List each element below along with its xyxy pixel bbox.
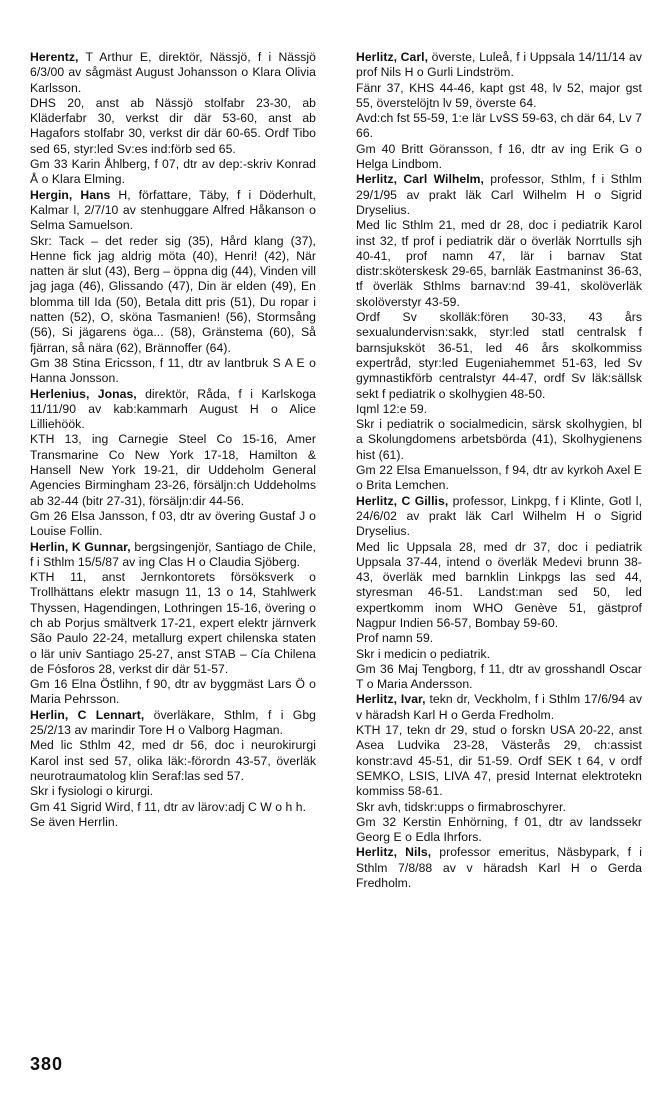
entry-text: H, författare, Täby, f i Döderhult, Kalmar l, 2/7/10 av stenhuggare Alfred Håkanson o Selma Samuelson. (30, 187, 316, 233)
entry-text: T Arthur E, direktör, Nässjö, f i Nässjö 6/3/00 av sågmäst August Johansson o Klara Olivia Karlsson. (30, 50, 316, 95)
entry-text: överläkare, Sthlm, f i Gbg 25/2/13 av marindir Tore H o Valborg Hagman. (30, 707, 316, 738)
entry-text: Gm 26 Elsa Jansson, f 03, dtr av övering Gustaf J o Louise Follin. (30, 508, 316, 539)
entry-first-paragraph (30, 540, 316, 571)
biography-entry (30, 708, 316, 830)
entry-headword: Herlitz, Carl, (356, 50, 429, 64)
entry-first-paragraph (356, 845, 642, 891)
entry-paragraph (356, 218, 642, 310)
biography-entry (356, 172, 642, 493)
entry-text: DHS 20, anst ab Nässjö stolfabr 23-30, ab Kläderfabr 30, verkst dir där 53-60, anst ab Hagafors stolfabr 30, verkst dir där 60-65. Ordf Tibo sed 65, styr:led Sv:es ind:förb sed 65. (30, 95, 316, 156)
entry-text: Med lic Sthlm 42, med dr 56, doc i neurokirurgi Karol inst sed 57, olika läk:-förordn 43-57, överläk neurotraumatolog klin Seraf:las sed 57. (30, 738, 316, 783)
entry-paragraph (356, 800, 642, 815)
left-column (30, 50, 316, 830)
entry-text: Med lic Sthlm 21, med dr 28, doc i pediatrik Karol inst 32, tf prof i pediatrik där o överläk Norrtulls sjh 40-41, prof namn 47, lär i barnav Stat distr:sköterskesk 29-65, barnläk Eastmaninst 36-63, tf överläk Sthlms barnav:nd 39-41, skolöverläk skolöverstyr 43-59. (356, 218, 642, 309)
right-column (356, 50, 642, 891)
entry-text: Skr: Tack – det reder sig (35), Hård klang (37), Henne fick jag aldrig möta (40), Henri! (42), När natten är slut (43), Berg – öppna dig (44), Vinden vill jag jaga (46), Glissando (47), Din är elden (49), En blomma till Ida (50), Betala ditt pris (51), Du ropar i natten (52), O, sköna Tasmanien! (56), Stormsång (56), Si jägarens öga... (58), Gränstema (60), Så fjärran, så nära (62), Brännoffer (64). (30, 233, 316, 355)
entry-paragraph (356, 815, 642, 846)
entry-headword: Herlitz, C Gillis, (356, 493, 449, 508)
entry-text: direktör, Råda, f i Karlskoga 11/11/90 av kab:kammarh August H o Alice Lilliehöök. (30, 386, 316, 432)
entry-paragraph (30, 356, 316, 387)
biography-entry (30, 540, 316, 708)
entry-text: Se även Herrlin. (30, 814, 119, 829)
entry-paragraph (356, 647, 642, 662)
entry-paragraph (30, 815, 316, 830)
entry-headword: Herlin, C Lennart, (30, 707, 145, 722)
entry-text: Avd:ch fst 55-59, 1:e lär LvSS 59-63, ch där 64, Lv 7 66. (356, 111, 642, 141)
entry-text: Gm 36 Maj Tengborg, f 11, dtr av grosshandl Oscar T o Maria Andersson. (356, 661, 642, 692)
entry-paragraph (356, 111, 642, 142)
entry-text: tekn dr, Veckholm, f i Sthlm 17/6/94 av v häradsh Karl H o Gerda Fredholm. (356, 692, 642, 722)
entry-text: Ordf Sv skolläk:fören 30-33, 43 års sexualundervisn:sakk, styr:led statl centralsk f barnsjuksköt 36-51, led 46 års skolkommiss expertråd, styr:led Eugeniahemmet 51-63, led Sv gymnastikförb centralstyr 44-47, ordf Sv läk:sällsk sekt f pediatrik o skolhygien 48-50. (356, 310, 642, 401)
entry-text: Skr i pediatrik o socialmedicin, särsk skolhygien, bl a Skolungdomens arbetsbörda (41), Skolhygienens hist (61). (356, 417, 642, 462)
entry-text: KTH 13, ing Carnegie Steel Co 15-16, Amer Transmarine Co New York 17-18, Hamilton & Hansell New York 19-21, dir Uddeholm General Agencies Birmingham 23-26, försäljn:ch Uddeholms ab 32-44 (bitr 27-31), försäljn:dir 44-56. (30, 432, 316, 508)
entry-text: Gm 40 Britt Göransson, f 16, dtr av ing Erik G o Helga Lindbom. (356, 141, 642, 172)
entry-text: Gm 16 Elna Östlihn, f 90, dtr av byggmäst Lars Ö o Maria Pehrsson. (30, 677, 316, 707)
entry-first-paragraph (30, 50, 316, 96)
entry-headword: Herentz, (30, 50, 79, 64)
entry-text: bergsingenjör, Santiago de Chile, f i Sthlm 15/5/87 av ing Clas H o Claudia Sjöberg. (30, 539, 316, 569)
entry-paragraph (30, 234, 316, 356)
entry-text: Fänr 37, KHS 44-46, kapt gst 48, lv 52, major gst 55, överstelöjtn lv 59, överste 64. (356, 80, 642, 110)
biography-entry (356, 494, 642, 693)
entry-paragraph (30, 800, 316, 815)
entry-paragraph (30, 432, 316, 508)
page-number: 380 (30, 1054, 64, 1074)
entry-text: Prof namn 59. (356, 631, 434, 646)
entry-text: Gm 33 Karin Åhlberg, f 07, dtr av dep:-skriv Konrad Å o Klara Elming. (30, 157, 316, 187)
entry-text: professor, Sthlm, f i Sthlm 29/1/95 av prakt läk Carl Wilhelm H o Sigrid Dryselius. (356, 172, 642, 217)
entry-headword: Herlitz, Carl Wilhelm, (356, 172, 484, 187)
entry-first-paragraph (356, 172, 642, 218)
entry-paragraph (356, 142, 642, 173)
entry-text: KTH 17, tekn dr 29, stud o forskn USA 20-22, anst Asea Ludvika 23-28, Västerås 29, ch:assist konstr:avd 45-51, dir 51-59. Ordf SEK t 64, v ordf SEMKO, LSIS, LIVA 47, presid Internat elektrotekn kommiss 58-61. (356, 723, 642, 799)
entry-paragraph (30, 509, 316, 540)
entry-headword: Herlitz, Nils, (356, 845, 432, 860)
entry-headword: Herlenius, Jonas, (30, 386, 137, 401)
biography-entry (356, 692, 642, 845)
entry-text: Gm 22 Elsa Emanuelsson, f 94, dtr av kyrkoh Axel E o Brita Lemchen. (356, 463, 642, 493)
entry-paragraph (30, 157, 316, 188)
entry-headword: Herlitz, Ivar, (356, 692, 426, 707)
entry-first-paragraph (30, 188, 316, 234)
entry-paragraph (356, 631, 642, 646)
entry-text: Iqml 12:e 59. (356, 401, 428, 416)
biography-entry (30, 387, 316, 540)
biography-entry (356, 845, 642, 891)
entry-paragraph (356, 402, 642, 417)
entry-text: KTH 11, anst Jernkontorets försöksverk o Trollhättans elektr masugn 11, 13 o 14, Stahlwerk Thyssen, Hagendingen, Lothringen 15-16, övering o ch ab Porjus smältverk 17-21, expert elektr järnverk São Paulo 22-24, metallurg expert chilenska staten o lär univ Santiago 25-27, anst STAB – Cía Chilena de Fósforos 28, verkst dir där 51-57. (30, 570, 316, 676)
entry-headword: Hergin, Hans (30, 187, 111, 202)
entry-paragraph (30, 677, 316, 708)
entry-first-paragraph (30, 387, 316, 433)
entry-paragraph (356, 417, 642, 463)
entry-first-paragraph (356, 50, 642, 81)
entry-text: professor emeritus, Näsbypark, f i Sthlm 7/8/88 av v häradsh Karl H o Gerda Fredholm. (356, 845, 642, 891)
biography-entry (356, 50, 642, 172)
entry-headword: Herlin, K Gunnar, (30, 539, 131, 554)
entry-paragraph (30, 738, 316, 784)
entry-paragraph (356, 310, 642, 402)
entry-first-paragraph (356, 692, 642, 723)
entry-paragraph (30, 96, 316, 157)
entry-paragraph (356, 81, 642, 112)
entry-text: professor, Linkpg, f i Klinte, Gotl l, 24/6/02 av prakt läk Carl Wilhelm H o Sigrid Dryselius. (356, 493, 642, 539)
entry-text: Skr i fysiologi o kirurgi. (30, 784, 154, 799)
entry-text: Skr avh, tidskr:upps o firmabroschyrer. (356, 799, 566, 814)
entry-paragraph (356, 540, 642, 632)
entry-text: Skr i medicin o pediatrik. (356, 646, 491, 661)
entry-paragraph (356, 463, 642, 494)
entry-text: Gm 32 Kerstin Enhörning, f 01, dtr av landssekr Georg E o Edla Ihrfors. (356, 814, 642, 845)
entry-first-paragraph (356, 494, 642, 540)
biography-entry (30, 188, 316, 387)
entry-first-paragraph (30, 708, 316, 739)
entry-paragraph (30, 570, 316, 677)
entry-text: Gm 41 Sigrid Wird, f 11, dtr av lärov:adj C W o h h. (30, 799, 307, 814)
entry-text: överste, Luleå, f i Uppsala 14/11/14 av prof Nils H o Gurli Lindström. (356, 50, 642, 80)
entry-paragraph (30, 784, 316, 799)
entry-paragraph (356, 662, 642, 693)
entry-text: Med lic Uppsala 28, med dr 37, doc i pediatrik Uppsala 37-44, intend o överläk Medevi brunn 38-43, överläk med barnklin Linkpgs las sed 44, styresman 46-51. Landst:man sed 50, led expertkomm inom WHO Genève 51, gästprof Nagpur Indien 56-57, Bombay 59-60. (356, 539, 642, 630)
entry-paragraph (356, 723, 642, 799)
biography-entry (30, 50, 316, 188)
entry-text: Gm 38 Stina Ericsson, f 11, dtr av lantbruk S A E o Hanna Jonsson. (30, 355, 316, 386)
